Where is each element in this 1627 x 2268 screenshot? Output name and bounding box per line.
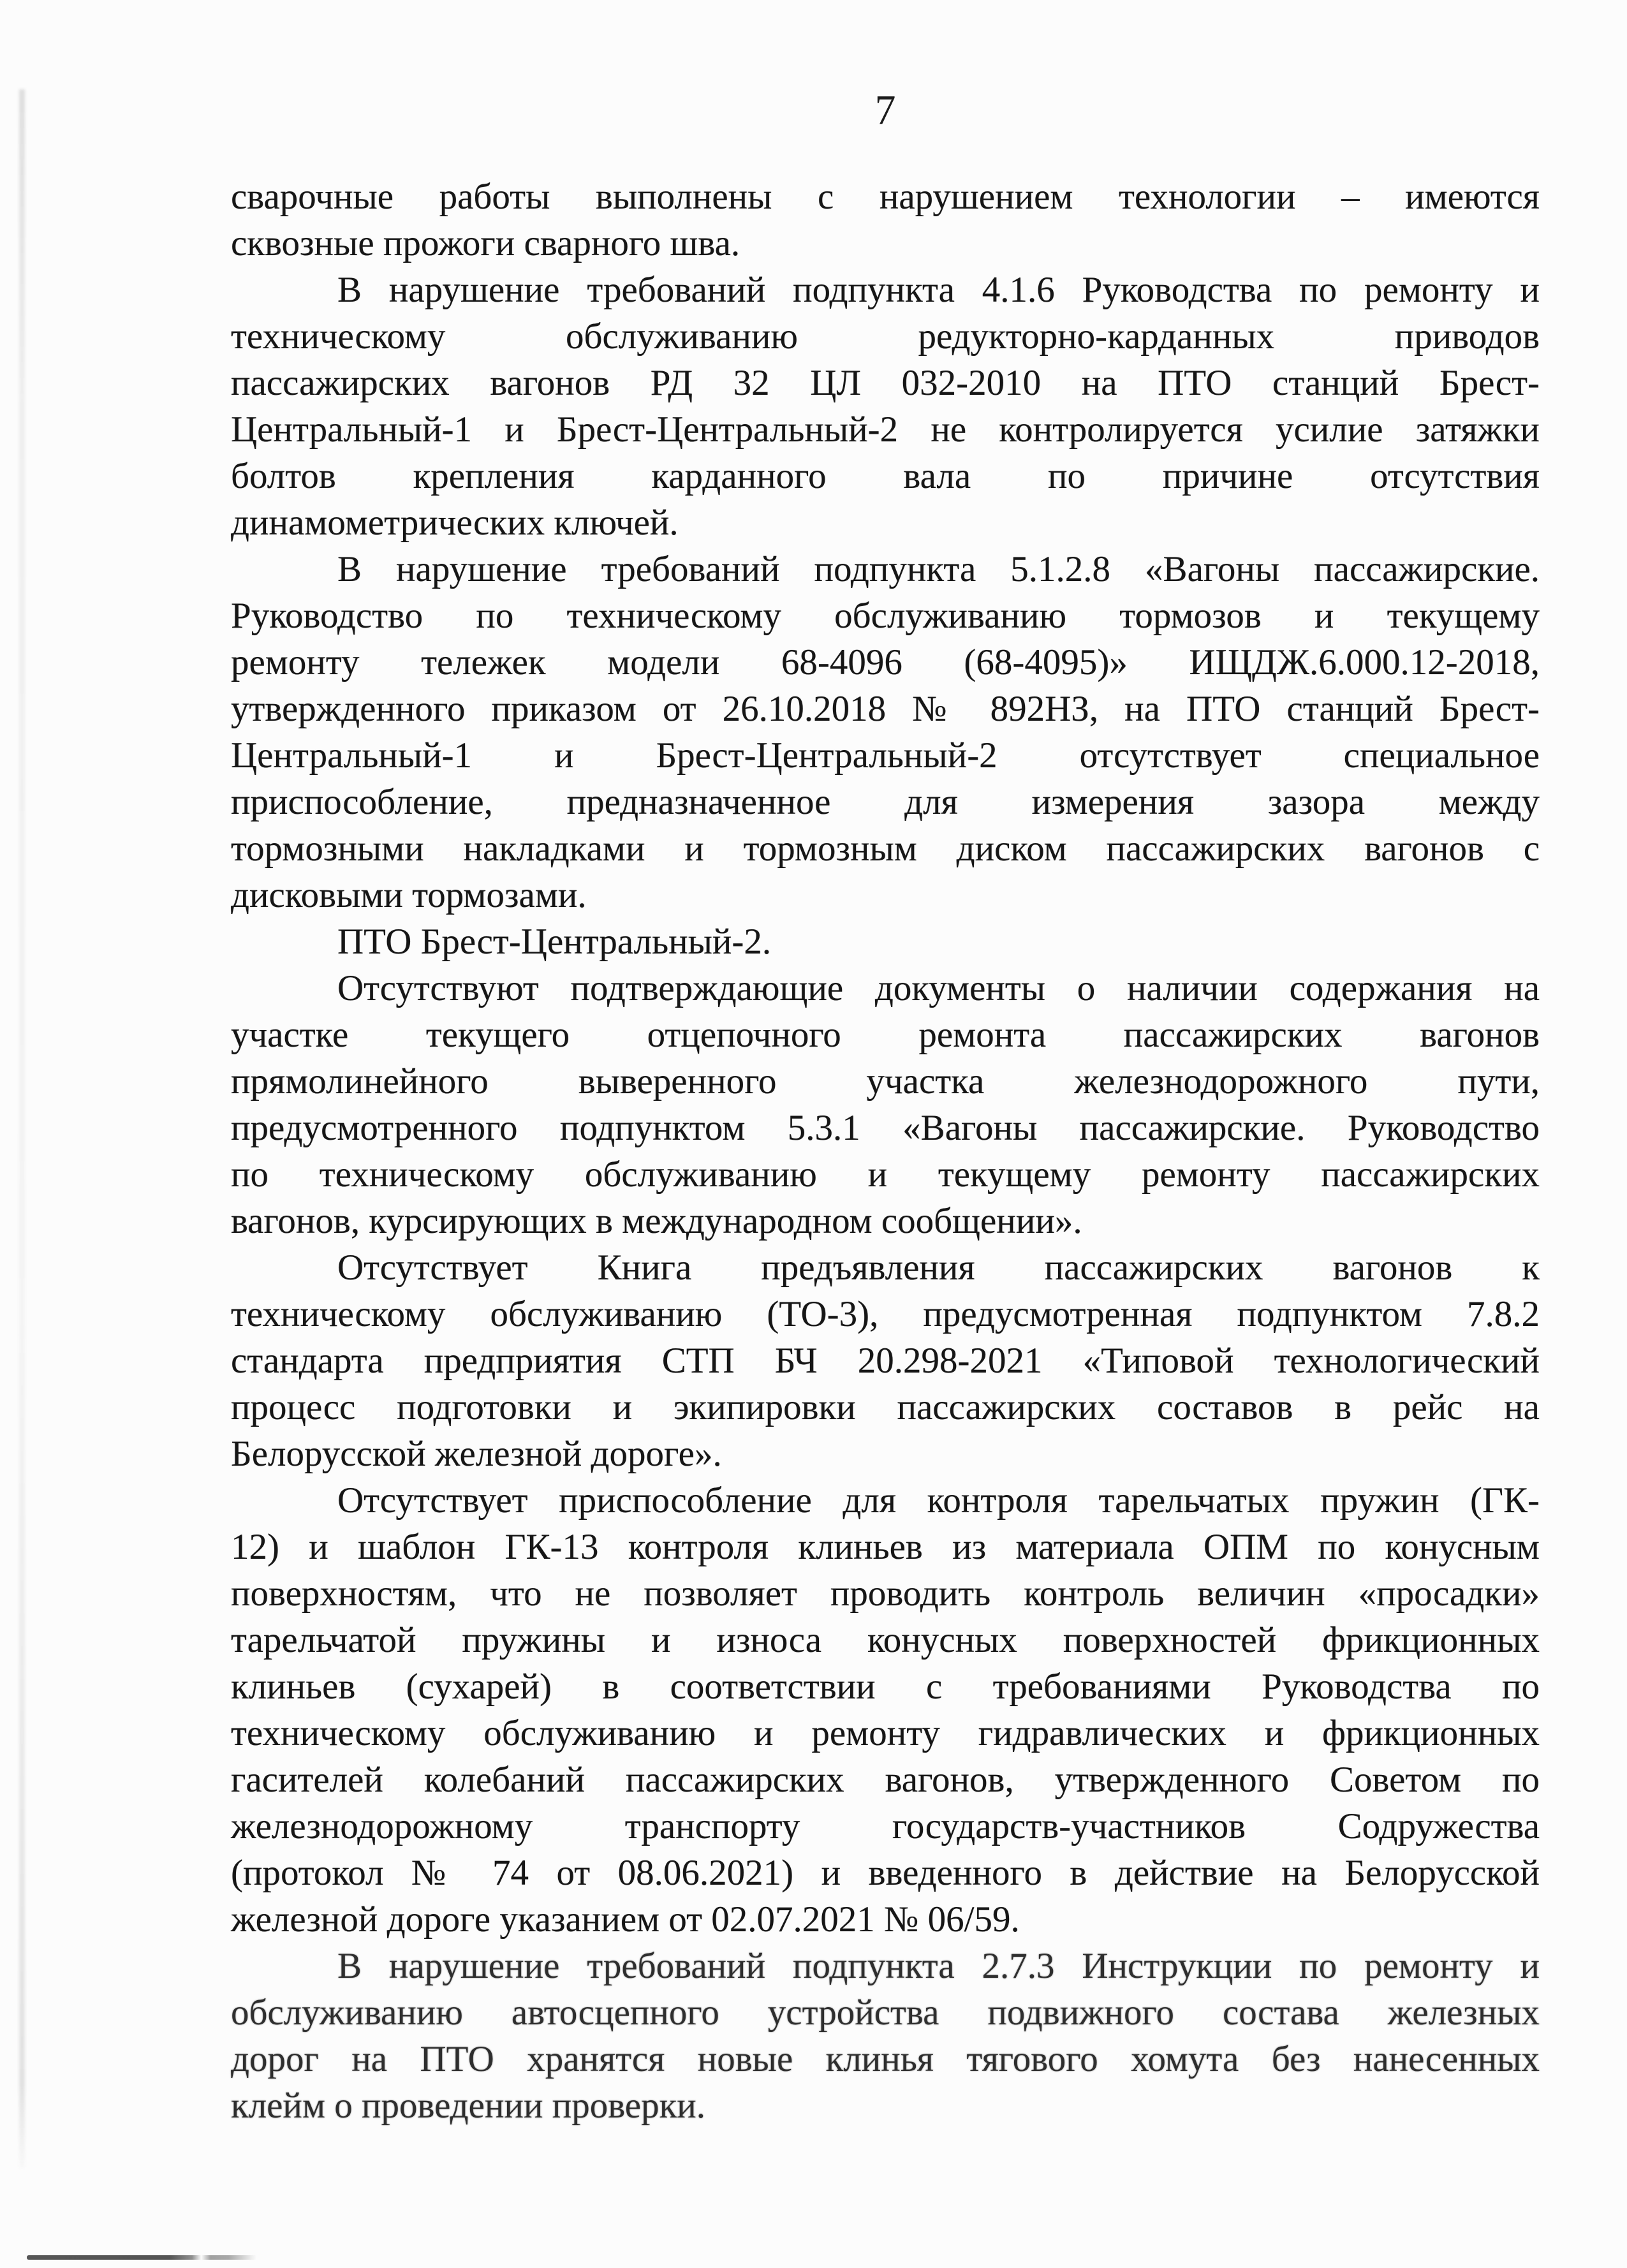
- text-line: приспособление, предназначенное для измерения зазора между: [231, 782, 1540, 822]
- text-line: В нарушение требований подпункта 5.1.2.8 «Вагоны пассажирские.: [337, 549, 1540, 589]
- text-line: прямолинейного выверенного участка железнодорожного пути,: [231, 1061, 1540, 1101]
- text-line: пассажирских вагонов РД 32 ЦЛ 032-2010 на ПТО станций Брест-: [231, 363, 1540, 403]
- text-line: дисковыми тормозами.: [231, 875, 587, 915]
- text-line: ПТО Брест-Центральный-2.: [337, 922, 772, 962]
- text-line: Центральный-1 и Брест-Центральный-2 отсутствует специальное: [231, 735, 1540, 776]
- text-line: предусмотренного подпунктом 5.3.1 «Вагоны пассажирские. Руководство: [231, 1108, 1540, 1148]
- text-line: участке текущего отцепочного ремонта пассажирских вагонов: [231, 1015, 1540, 1055]
- text-line: клейм о проведении проверки.: [231, 2086, 706, 2126]
- text-line: гасителей колебаний пассажирских вагонов, утвержденного Советом по: [231, 1760, 1540, 1800]
- text-line: (протокол № 74 от 08.06.2021) и введенного в действие на Белорусской: [231, 1853, 1540, 1893]
- page-number: 7: [874, 87, 896, 133]
- text-line: сквозные прожоги сварного шва.: [231, 223, 740, 263]
- text-line: Отсутствуют подтверждающие документы о наличии содержания на: [337, 968, 1540, 1008]
- text-line: Отсутствует Книга предъявления пассажирских вагонов к: [337, 1248, 1540, 1288]
- scan-bottom-line-artifact: [27, 2255, 256, 2260]
- text-line: ремонту тележек модели 68-4096 (68-4095)» ИЩДЖ.6.000.12-2018,: [231, 642, 1540, 682]
- text-line: утвержденного приказом от 26.10.2018 № 892НЗ, на ПТО станций Брест-: [231, 689, 1540, 729]
- text-line: динамометрических ключей.: [231, 503, 679, 543]
- text-line: техническому обслуживанию редукторно-карданных приводов: [231, 316, 1540, 357]
- text-line: обслуживанию автосцепного устройства подвижного состава железных: [231, 1992, 1540, 2033]
- text-line: по техническому обслуживанию и текущему ремонту пассажирских: [231, 1154, 1540, 1195]
- text-line: Центральный-1 и Брест-Центральный-2 не контролируется усилие затяжки: [231, 409, 1540, 450]
- text-line: дорог на ПТО хранятся новые клинья тягового хомута без нанесенных: [231, 2039, 1540, 2079]
- text-line: тарельчатой пружины и износа конусных поверхностей фрикционных: [231, 1620, 1540, 1660]
- text-line: вагонов, курсирующих в международном сообщении».: [231, 1201, 1082, 1241]
- text-line: В нарушение требований подпункта 2.7.3 Инструкции по ремонту и: [337, 1946, 1540, 1986]
- text-block: [231, 173, 1540, 2129]
- text-line: клиньев (сухарей) в соответствии с требованиями Руководства по: [231, 1667, 1540, 1707]
- text-line: поверхностям, что не позволяет проводить контроль величин «просадки»: [231, 1573, 1540, 1614]
- text-line: болтов крепления карданного вала по причине отсутствия: [231, 456, 1540, 496]
- text-line: железной дороге указанием от 02.07.2021 № 06/59.: [231, 1899, 1020, 1940]
- text-line: техническому обслуживанию (ТО-3), предусмотренная подпунктом 7.8.2: [231, 1294, 1540, 1334]
- text-line: Белорусской железной дороге».: [231, 1434, 722, 1474]
- text-line: тормозными накладками и тормозным диском пассажирских вагонов с: [231, 828, 1540, 869]
- text-line: В нарушение требований подпункта 4.1.6 Руководства по ремонту и: [337, 270, 1540, 310]
- text-line: Отсутствует приспособление для контроля тарельчатых пружин (ГК-: [337, 1480, 1540, 1521]
- text-line: 12) и шаблон ГК-13 контроля клиньев из материала ОПМ по конусным: [231, 1527, 1540, 1567]
- text-line: Руководство по техническому обслуживанию тормозов и текущему: [231, 596, 1540, 636]
- text-line: техническому обслуживанию и ремонту гидравлических и фрикционных: [231, 1713, 1540, 1753]
- text-line: процесс подготовки и экипировки пассажирских составов в рейс на: [231, 1387, 1540, 1427]
- text-line: сварочные работы выполнены с нарушением технологии – имеются: [231, 177, 1540, 217]
- text-line: стандарта предприятия СТП БЧ 20.298-2021 «Типовой технологический: [231, 1341, 1540, 1381]
- text-line: железнодорожному транспорту государств-участников Содружества: [231, 1806, 1540, 1846]
- scan-edge-streak: [19, 89, 25, 2169]
